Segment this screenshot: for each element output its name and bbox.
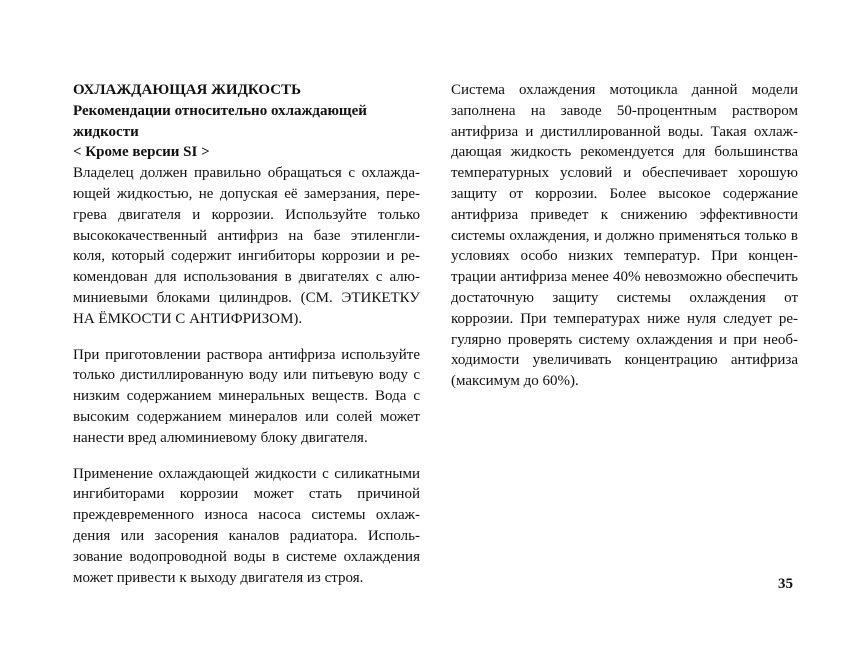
paragraph: Применение охлаждающей жидкости с силикатными ингибиторами коррозии может стать причиной преждевременного износа насоса системы охлаждения или засорения каналов радиатора. Использование водопроводной воды в системе охлаждения может привести к выходу двигателя из строя.	[73, 465, 420, 586]
section-heading: ОХЛАЖДАЮЩАЯ ЖИДКОСТЬ	[73, 82, 302, 98]
left-column	[73, 80, 420, 588]
section-subheading: Рекомендации относительно охлаждающей жидкости	[73, 102, 367, 140]
version-note: < Кроме версии SI >	[73, 144, 210, 161]
paragraph: Система охлаждения мотоцикла данной модели заполнена на заводе 50-процентным раствором антифриза и дистиллированной воды. Такая охлаждающая жидкость рекомендуется для большинства температурных условий и обеспечивает хорошую защиту от коррозии. Более высокое содержание антифриза приведет к снижению эффективности системы охлаждения, и должно применяться только в условиях особо низких температур. При концентрации антифриза менее 40% невозможно обеспечить достаточную защиту системы охлаждения от коррозии. При температурах ниже нуля следует регулярно проверять систему охлаждения и при необходимости увеличивать концентрацию антифриза (максимум до 60%).	[451, 82, 798, 390]
right-column	[451, 80, 798, 392]
page-number: 35	[778, 576, 793, 592]
paragraph: Владелец должен правильно обращаться с охлаждающей жидкостью, не допуская её замерзания, перегрева двигателя и коррозии. Используйте только высококачественный антифриз на базе этиленгликоля, который содержит ингибиторы коррозии и рекомендован для использования в двигателях с алюминиевыми блоками цилиндров. (СМ. ЭТИКЕТКУ НА ЁМКОСТИ С АНТИФРИЗОМ).	[73, 165, 420, 327]
paragraph: При приготовлении раствора антифриза используйте только дистиллированную воду или питьевую воду с низким содержанием минеральных веществ. Вода с высоким содержанием минералов или солей может нанести вред алюминиевому блоку двигателя.	[73, 346, 420, 446]
